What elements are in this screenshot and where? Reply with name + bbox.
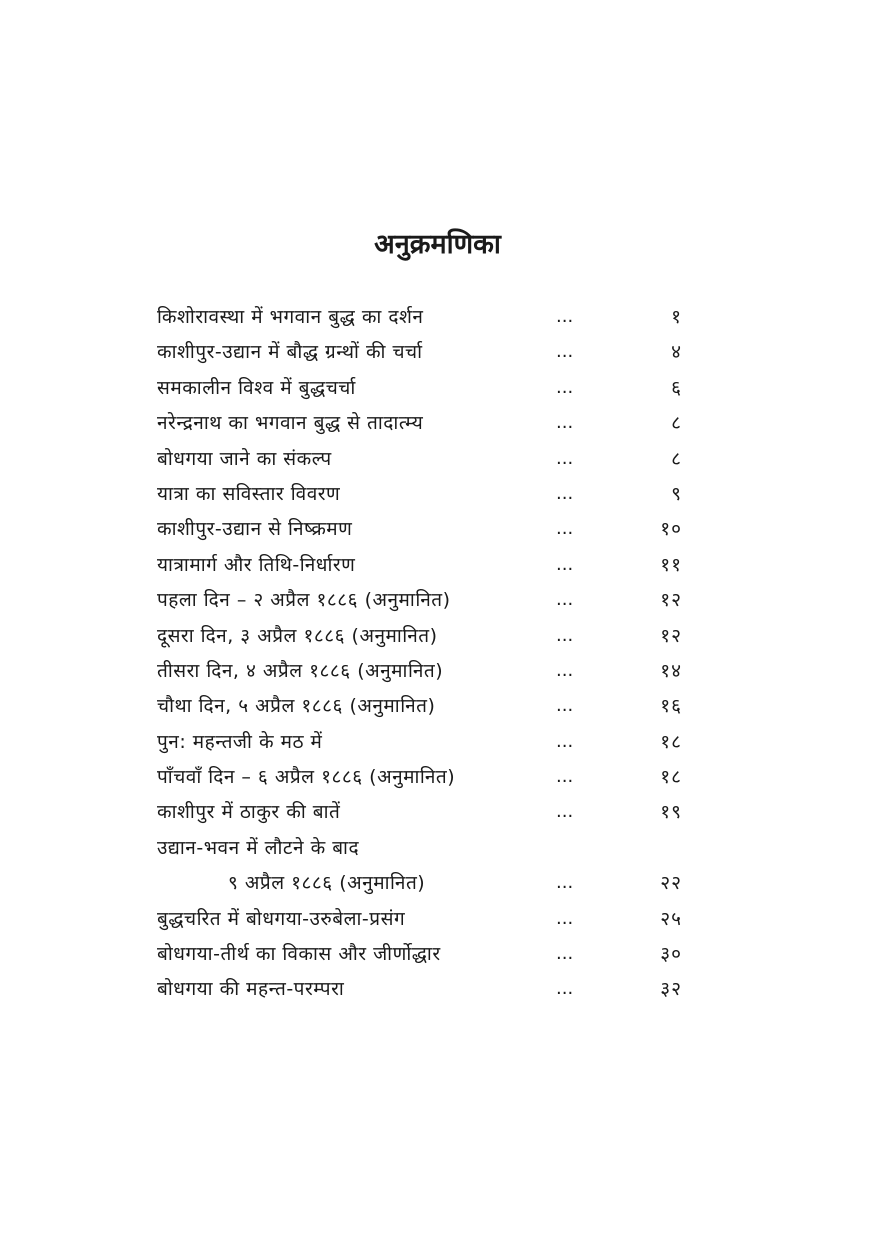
toc-entry-page: ३२: [660, 978, 682, 1001]
toc-entry-page: २५: [660, 907, 682, 930]
toc-entry: [0, 904, 875, 939]
toc-entry-page: १: [671, 306, 682, 328]
toc-entry-page: ११: [660, 553, 682, 576]
toc-entry-title: काशीपुर-उद्यान में बौद्ध ग्रन्थों की चर्चा: [157, 341, 423, 364]
toc-entry-title: बुद्धचरित में बोधगया-उरुबेला-प्रसंग: [157, 907, 406, 930]
toc-entry: [0, 514, 875, 549]
toc-entry-page: ८: [671, 447, 682, 470]
toc-entry-title: पहला दिन – २ अप्रैल १८८६ (अनुमानित): [157, 589, 451, 612]
toc-entry-page: ३०: [660, 943, 682, 966]
toc-entry-title: बोधगया जाने का संकल्प: [157, 447, 332, 470]
toc-entry-page: १८: [660, 766, 682, 789]
toc-entry-leader: ...: [556, 801, 574, 823]
toc-entry-leader: ...: [556, 482, 574, 504]
toc-entry-leader: ...: [556, 730, 574, 752]
toc-entry: [0, 974, 875, 1009]
toc-entry-leader: ...: [556, 376, 574, 398]
toc-entry-leader: ...: [556, 447, 574, 469]
toc-entry-leader: ...: [556, 589, 574, 611]
toc-entry-leader: ...: [556, 907, 574, 929]
toc-entry-leader: ...: [556, 412, 574, 434]
page-title: अनुक्रमणिका: [374, 229, 501, 260]
toc-entry-page: १०: [660, 518, 682, 541]
toc-entry: [0, 762, 875, 797]
toc-entry: [0, 656, 875, 691]
toc-subentry: [0, 868, 875, 903]
toc-entry-page: १८: [660, 730, 682, 753]
toc-entry: [0, 444, 875, 479]
toc-entry-page: १२: [660, 589, 682, 612]
toc-entry-page: ८: [671, 412, 682, 435]
toc-entry-title: काशीपुर में ठाकुर की बातें: [157, 801, 341, 824]
toc-entry-title: यात्रामार्ग और तिथि-निर्धारण: [157, 553, 356, 576]
toc-entry-page: ४: [671, 341, 682, 364]
toc-entry-leader: ...: [556, 872, 574, 894]
toc-entry-leader: ...: [556, 306, 574, 327]
toc-entry-leader: ...: [556, 695, 574, 717]
toc-entry-title: बोधगया-तीर्थ का विकास और जीर्णोद्धार: [157, 943, 441, 966]
toc-entry-title: दूसरा दिन, ३ अप्रैल १८८६ (अनुमानित): [157, 624, 438, 647]
toc-entry-title: उद्यान-भवन में लौटने के बाद: [157, 836, 360, 859]
toc-entry: [0, 302, 875, 337]
toc-entry-leader: ...: [556, 978, 574, 1000]
toc-entry-title: चौथा दिन, ५ अप्रैल १८८६ (अनुमानित): [157, 695, 436, 718]
toc-entry-title: किशोरावस्था में भगवान बुद्ध का दर्शन: [157, 306, 424, 328]
toc-entry-page: ९: [671, 482, 682, 505]
toc-entry-title: पुन: महन्तजी के मठ में: [157, 730, 323, 753]
toc-entry-leader: ...: [556, 553, 574, 575]
toc-entry-page: १६: [660, 695, 682, 718]
toc-entry-page: १९: [660, 801, 682, 824]
toc-entry-leader: ...: [556, 766, 574, 788]
toc-entry-title: यात्रा का सविस्तार विवरण: [157, 482, 341, 505]
toc-entry: [0, 797, 875, 832]
toc-entry: [0, 373, 875, 408]
toc-entry: [0, 479, 875, 514]
toc-entry-leader: ...: [556, 943, 574, 965]
toc-entry-title: ९ अप्रैल १८८६ (अनुमानित): [228, 872, 426, 895]
toc-entry-leader: ...: [556, 659, 574, 681]
toc-entry-title: नरेन्द्रनाथ का भगवान बुद्ध से तादात्म्य: [157, 412, 424, 435]
toc-entry-title: काशीपुर-उद्यान से निष्क्रमण: [157, 518, 353, 541]
toc-entry: [0, 550, 875, 585]
toc-entry: [0, 939, 875, 974]
toc-entry-leader: ...: [556, 624, 574, 646]
toc-entry-heading: [0, 833, 875, 868]
toc-entry-title: समकालीन विश्व में बुद्धचर्चा: [157, 376, 356, 399]
toc-entry-title: बोधगया की महन्त-परम्परा: [157, 978, 345, 1001]
toc-entry: [0, 691, 875, 726]
toc-entry: [0, 621, 875, 656]
toc-entry-page: ६: [671, 376, 682, 399]
toc-entry-title: तीसरा दिन, ४ अप्रैल १८८६ (अनुमानित): [157, 659, 444, 682]
toc-entry-leader: ...: [556, 341, 574, 363]
toc-entry: [0, 337, 875, 372]
toc-entry: [0, 408, 875, 443]
toc-entry-leader: ...: [556, 518, 574, 540]
toc-entry-page: १२: [660, 624, 682, 647]
toc-entry: [0, 727, 875, 762]
table-of-contents: [0, 302, 875, 1010]
toc-entry-title: पाँचवाँ दिन – ६ अप्रैल १८८६ (अनुमानित): [157, 766, 456, 789]
toc-entry-page: २२: [660, 872, 682, 895]
toc-entry: [0, 585, 875, 620]
toc-entry-page: १४: [660, 659, 682, 682]
